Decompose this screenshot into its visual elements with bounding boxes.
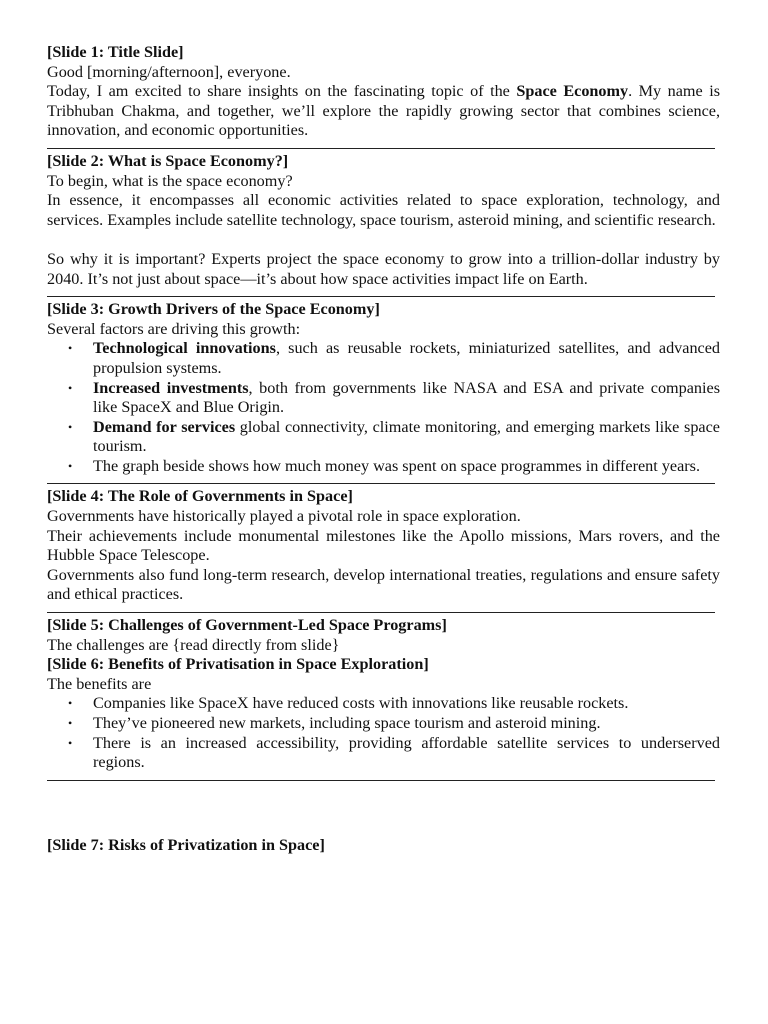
slide-2-paragraph: In essence, it encompasses all economic activities related to space exploration, technology, and services. Examples include satellite technology, space tourism, asteroid mining, and scientific research. — [47, 191, 720, 229]
slide-1-heading: [Slide 1: Title Slide] — [47, 43, 184, 61]
slide-2-paragraph: So why it is important? Experts project the space economy to grow into a trillion-dollar industry by 2040. It’s not just about space—it’s about how space activities impact life on Earth. — [47, 249, 720, 288]
separator-line — [47, 296, 715, 297]
slide-2-heading: [Slide 2: What is Space Economy?] — [47, 151, 289, 170]
bullet-icon: • — [68, 380, 73, 395]
slide-6-list — [47, 694, 720, 772]
bullet-icon: • — [68, 458, 73, 473]
bullet-icon: • — [68, 341, 73, 356]
slide-4-paragraph: Their achievements include monumental milestones like the Apollo missions, Mars rovers, and the Hubble Space Telescope. — [47, 526, 720, 565]
slide-6-section — [47, 655, 720, 773]
slide-7-section — [47, 836, 720, 856]
slide-2-line: To begin, what is the space economy? — [47, 171, 293, 190]
slide-6-intro: The benefits are — [47, 674, 152, 693]
bullet-icon: • — [68, 735, 73, 750]
slide-3-section — [47, 300, 720, 476]
list-item — [47, 694, 720, 714]
slide-3-heading: [Slide 3: Growth Drivers of the Space Economy] — [47, 300, 380, 319]
slide-1-greeting: Good [morning/afternoon], everyone. — [47, 62, 291, 81]
bullet-icon: • — [68, 716, 73, 730]
slide-2-section — [47, 152, 720, 289]
list-item-text: There is an increased accessibility, providing affordable satellite services to underserved regions. — [93, 733, 720, 772]
slide-4-paragraph: Governments also fund long-term research, develop international treaties, regulations and ensure safety and ethical practices. — [47, 565, 720, 604]
list-item — [47, 339, 720, 378]
slide-4-heading: [Slide 4: The Role of Governments in Space] — [47, 487, 353, 506]
list-item — [47, 714, 720, 734]
slide-4-section — [47, 487, 720, 605]
list-item-bold: Technological innovations — [93, 339, 276, 358]
list-item-text: Companies like SpaceX have reduced costs with innovations like reusable rockets. — [93, 694, 629, 713]
bullet-icon: • — [68, 419, 73, 434]
slide-1-intro-text: Today, I am excited to share insights on the fascinating topic of the — [47, 82, 517, 101]
paragraph-gap — [47, 230, 720, 250]
list-item-text: , both from governments like NASA and ESA and private companies like SpaceX and Blue Origin. — [93, 378, 720, 417]
separator-line — [47, 780, 715, 781]
list-item — [47, 418, 720, 457]
list-item-bold: Increased investments — [93, 378, 249, 397]
slide-5-heading: [Slide 5: Challenges of Government-Led Space Programs] — [47, 616, 447, 635]
list-item-text: , such as reusable rockets, miniaturized satellites, and advanced propulsion systems. — [93, 339, 720, 377]
slide-6-heading: [Slide 6: Benefits of Privatisation in Space Exploration] — [47, 655, 429, 674]
slide-1-intro-bold: Space Economy — [516, 82, 629, 101]
slide-4-line: Governments have historically played a pivotal role in space exploration. — [47, 507, 521, 526]
slide-1-section — [47, 43, 720, 141]
list-item — [47, 734, 720, 773]
list-item-bold: Demand for services — [93, 417, 236, 436]
list-item-text: The graph beside shows how much money was spent on space programmes in different years. — [93, 456, 701, 475]
slide-3-list — [47, 339, 720, 476]
slide-1-intro — [47, 82, 720, 141]
bullet-icon: • — [68, 696, 73, 711]
list-item-text: They’ve pioneered new markets, including space tourism and asteroid mining. — [93, 714, 601, 732]
list-item-text: global connectivity, climate monitoring, and emerging markets like space tourism. — [93, 417, 720, 456]
list-item — [47, 457, 720, 477]
separator-line — [47, 612, 715, 613]
slide-1-intro-text-end: . My name is Tribhuban Chakma, and together, we’ll explore the rapidly growing sector that combines science, innovation, and economic opportunities. — [47, 82, 721, 140]
slide-7-heading: [Slide 7: Risks of Privatization in Space] — [47, 835, 325, 854]
page-gap — [47, 784, 720, 836]
slide-5-line: The challenges are {read directly from slide} — [47, 635, 340, 654]
separator-line — [47, 148, 715, 149]
slide-3-intro: Several factors are driving this growth: — [47, 319, 301, 338]
separator-line — [47, 483, 715, 484]
slide-5-section — [47, 616, 720, 655]
list-item — [47, 379, 720, 418]
